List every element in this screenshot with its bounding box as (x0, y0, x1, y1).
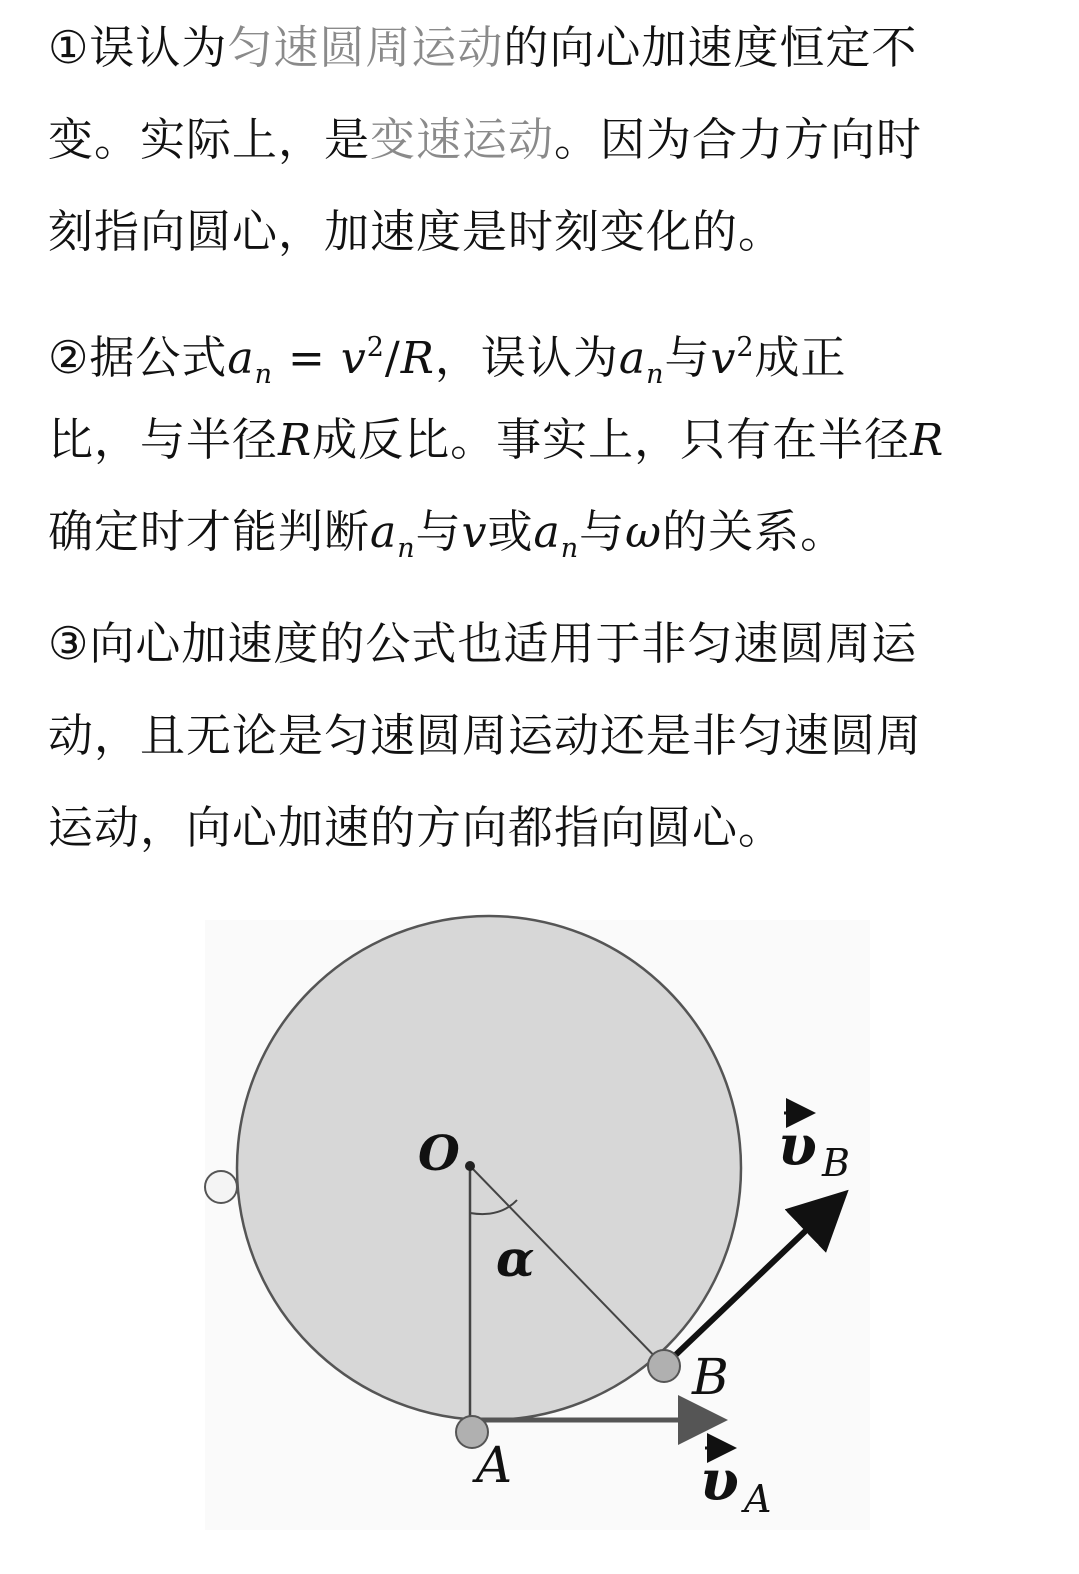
symbol-an: $a_n$ (370, 507, 416, 564)
paragraph-3-line-2: 动，且无论是匀速圆周运动还是非匀速圆周 (48, 709, 923, 762)
symbol-an: $a_n$ (618, 333, 665, 390)
symbol-an: $a_n$ (533, 507, 580, 564)
symbol-v: v (461, 507, 488, 558)
text-run: 与 (579, 505, 626, 558)
label-vb: υ (778, 1113, 817, 1179)
text-run: 成正 (754, 331, 847, 384)
symbol-v-squared: $v^2$ (710, 332, 755, 384)
text-run: 成反比。事实上，只有在半径 (312, 413, 911, 466)
text-run: 的向心加速度恒定不 (503, 21, 918, 74)
formula-an-v2-over-r: $a_n = v^2/R$ (227, 332, 435, 390)
ball-b (648, 1350, 680, 1382)
label-o: O (418, 1126, 460, 1182)
symbol-r: R (910, 415, 945, 466)
symbol-omega: ω (625, 507, 663, 558)
item-number-2: ② (48, 331, 90, 384)
text-run: 据公式 (89, 331, 228, 384)
label-vb-sub: B (822, 1141, 850, 1185)
text-run: 或 (487, 505, 534, 558)
label-va-sub: A (744, 1477, 772, 1521)
item-number-1: ① (48, 21, 90, 74)
ball-left (205, 1171, 237, 1203)
label-alpha: α (496, 1229, 535, 1288)
text-run: ，误认为 (434, 331, 619, 384)
item-number-3: ③ (48, 617, 90, 670)
paragraph-3-line-3: 运动，向心加速的方向都指向圆心。 (48, 801, 785, 854)
text-run: 误认为 (89, 21, 228, 74)
text-run: 比，与半径 (48, 413, 279, 466)
highlight-uniform-circular-motion: 匀速圆周运动 (227, 21, 504, 74)
center-point (465, 1161, 475, 1171)
label-va: υ (700, 1448, 739, 1514)
text-run: 的关系。 (662, 505, 847, 558)
text-run: 与 (415, 505, 462, 558)
label-b: B (692, 1348, 729, 1406)
text-run: 向心加速度的公式也适用于非匀速圆周运 (89, 617, 918, 670)
text-run: 确定时才能判断 (48, 505, 371, 558)
paragraph-1-line-3: 刻指向圆心，加速度是时刻变化的。 (48, 205, 785, 258)
highlight-variable-speed-motion: 变速运动 (370, 113, 555, 166)
text-run: 变。实际上，是 (48, 113, 371, 166)
symbol-r: R (278, 415, 313, 466)
circle-track (237, 916, 741, 1420)
text-run: 与 (664, 331, 711, 384)
label-a: A (476, 1436, 513, 1494)
text-run: 。因为合力方向时 (554, 113, 923, 166)
